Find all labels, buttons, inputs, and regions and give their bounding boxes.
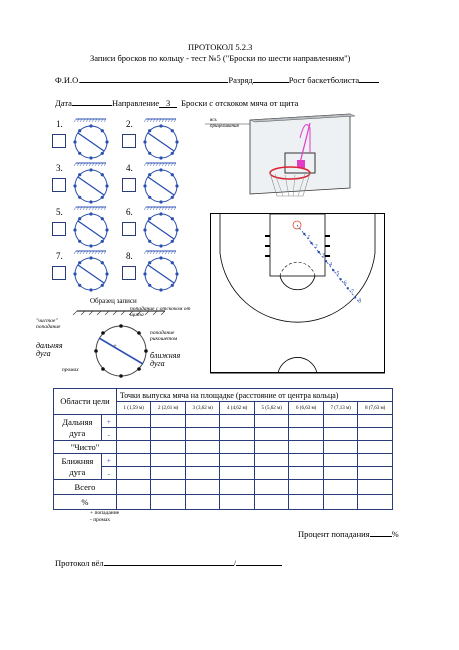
date-label: Дата [55,98,72,108]
release-point-label: 3 [321,253,325,260]
ring-checkbox[interactable] [122,134,136,148]
cell[interactable] [220,441,255,454]
cell[interactable] [151,428,186,441]
release-point [310,242,312,244]
far-minus: - [101,428,116,441]
cell[interactable] [323,428,358,441]
cell[interactable] [254,495,289,510]
date-row [55,97,298,108]
direction-value: 3 [166,98,171,108]
cell[interactable] [254,467,289,480]
sample-near-arc: ближняя дуга [150,351,181,368]
cell[interactable] [185,428,220,441]
column-header: 8 (7,63 м) [358,402,393,415]
ring-number: 8. [126,251,133,261]
cell[interactable] [116,467,151,480]
sample-far-arc: дальняя дуга [36,341,63,358]
cell[interactable] [116,454,151,467]
release-point [332,269,334,271]
cell[interactable] [289,428,324,441]
ring-number: 2. [126,119,133,129]
rank-field[interactable] [253,74,289,83]
cell[interactable] [220,428,255,441]
cell[interactable] [323,441,358,454]
cell[interactable] [185,495,220,510]
column-header: 5 (5,62 м) [254,402,289,415]
row-far-arc: Дальняя дуга [54,415,102,441]
ring-number: 4. [126,163,133,173]
sample-title: Образец записи [90,297,137,305]
cell[interactable] [185,467,220,480]
release-point [325,260,327,262]
column-header: 3 (3,62 м) [185,402,220,415]
cell[interactable] [358,480,393,495]
cell[interactable] [151,415,186,428]
throw-type: Броски с отскоком мяча от щита [181,98,299,108]
cell[interactable] [323,415,358,428]
cell[interactable] [116,480,151,495]
cell[interactable] [185,480,220,495]
far-plus: + [101,415,116,428]
legend-plus: + попадание [90,510,120,516]
cell[interactable] [358,495,393,510]
release-point [354,296,356,298]
cell[interactable] [289,415,324,428]
legend-minus: - промах [90,517,111,523]
rank-label: Разряд [228,75,253,85]
protocol-number: ПРОТОКОЛ 5.2.3 [188,42,253,52]
height-field[interactable] [359,74,379,83]
ring-number: 3. [56,163,63,173]
release-point-label: 6 [343,280,347,287]
signed-sign-field[interactable] [233,557,282,568]
direction-field[interactable] [159,99,177,108]
percent-field[interactable] [370,528,392,537]
cell[interactable] [254,441,289,454]
date-field[interactable] [72,97,112,106]
cell[interactable] [254,428,289,441]
cell[interactable] [323,480,358,495]
cell[interactable] [185,441,220,454]
sample-miss: промах [62,367,79,373]
signed-label: Протокол вёл [55,558,104,568]
sample-ordinary: попадание рикошетом [150,330,178,342]
protocol-title: Записи бросков по кольцу - тест №5 ("Броски по шести направлениям") [90,53,351,63]
cell[interactable] [185,454,220,467]
fio-label: Ф.И.О. [55,75,81,85]
svg-text:+: + [113,342,117,350]
cell[interactable] [116,441,151,454]
column-header: 7 (7,13 м) [323,402,358,415]
cell[interactable] [116,495,151,510]
ring-diagram [138,162,184,206]
column-header: 2 (2,61 м) [151,402,186,415]
backboard-note: ясь прицеливания [210,118,239,129]
direction-label: Направление [111,98,160,108]
signed-slash: / [233,558,236,568]
release-point [339,278,341,280]
cell[interactable] [323,454,358,467]
ring-diagram [68,118,114,162]
cell[interactable] [358,441,393,454]
release-point-label: 2 [314,244,318,251]
ring-checkbox[interactable] [52,266,66,280]
column-header: 4 (4,62 м) [220,402,255,415]
ring-checkbox[interactable] [122,266,136,280]
results-table [53,388,393,510]
signed-row [55,557,282,568]
header-areas: Области цели [54,389,117,415]
release-point-label: 1 [307,235,311,241]
cell[interactable] [254,415,289,428]
fio-field[interactable] [80,74,228,83]
height-label: Рост баскетболиста [288,75,360,85]
cell[interactable] [151,454,186,467]
column-header: 1 (1,59 м) [116,402,151,415]
ring-checkbox[interactable] [52,178,66,192]
cell[interactable] [358,454,393,467]
release-point-label: 8 [358,298,362,305]
cell[interactable] [220,415,255,428]
percent-row [298,528,399,539]
ring-number: 6. [126,207,133,217]
ring-checkbox[interactable] [122,178,136,192]
near-plus: + [101,454,116,467]
sample-clean: "чистое" попадание [36,318,61,330]
cell[interactable] [151,480,186,495]
release-point [347,287,349,289]
row-clean: "Чисто" [54,441,117,454]
ring-number: 1. [56,119,63,129]
ring-checkbox[interactable] [52,134,66,148]
court-diagram [210,213,385,373]
cell[interactable] [116,428,151,441]
cell[interactable] [289,441,324,454]
cell[interactable] [254,480,289,495]
column-header: 6 (6,63 м) [289,402,324,415]
cell[interactable] [323,495,358,510]
row-pct: % [54,495,117,510]
ring-diagram [68,206,114,250]
cell[interactable] [289,467,324,480]
cell[interactable] [289,495,324,510]
cell[interactable] [358,467,393,480]
release-point [303,233,305,235]
sample-hit-board: попадание с отскоком от щита [130,306,191,318]
ring-diagram [138,250,184,294]
signed-name-field[interactable] [104,557,234,566]
cell[interactable] [151,467,186,480]
cell[interactable] [151,495,186,510]
cell[interactable] [220,454,255,467]
cell[interactable] [220,495,255,510]
percent-label: Процент попадания [298,529,370,539]
near-minus: - [101,467,116,480]
ring-diagram [68,162,114,206]
cell[interactable] [185,415,220,428]
ring-diagram [68,250,114,294]
cell[interactable] [151,441,186,454]
cell[interactable] [289,454,324,467]
ring-checkbox[interactable] [122,222,136,236]
ring-diagram [138,118,184,162]
ring-checkbox[interactable] [52,222,66,236]
release-point-label: 7 [350,289,354,296]
ring-number: 5. [56,207,63,217]
release-point-label: 4 [329,262,332,269]
header-points: Точки выпуска мяча на площадке (расстояние от центра кольца) [116,389,392,402]
cell[interactable] [358,415,393,428]
release-point-label: 5 [336,271,340,278]
row-total: Всего [54,480,117,495]
cell[interactable] [323,467,358,480]
ring-number: 7. [56,251,63,261]
cell[interactable] [220,467,255,480]
cell[interactable] [116,415,151,428]
ring-diagram [138,206,184,250]
cell[interactable] [289,480,324,495]
percent-suffix: % [391,529,399,539]
row-near-arc: Ближняя дуга [54,454,102,480]
cell[interactable] [358,428,393,441]
cell[interactable] [254,454,289,467]
fio-row [55,74,379,85]
release-point [318,251,320,253]
cell[interactable] [220,480,255,495]
